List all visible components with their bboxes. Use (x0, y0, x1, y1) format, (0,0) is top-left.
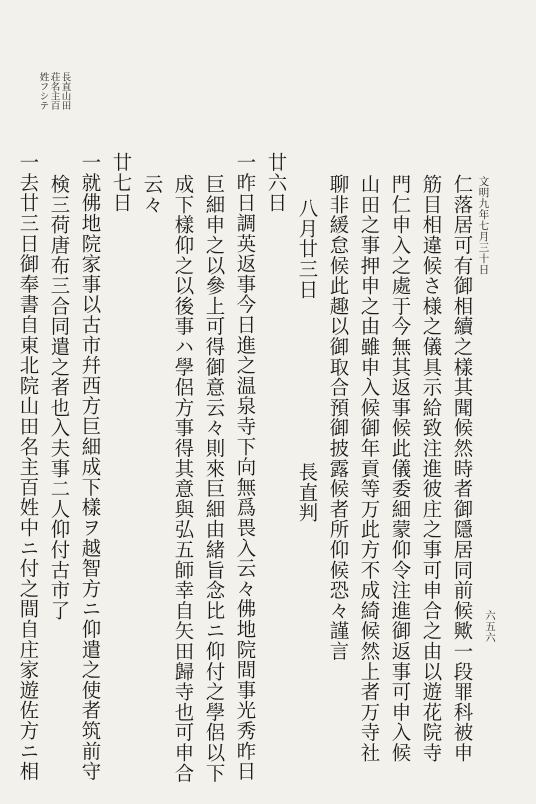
running-title: 文明九年七月三十日 (477, 176, 490, 275)
text-column-5: 聊非緩怠候此趣以御取合預御披露候者所仰候恐々謹言 (326, 174, 350, 662)
text-column-4: 山田之事押申之由雖申入候御年貢等万此方不成綺候然上者万寺社 (357, 174, 381, 763)
text-column-10: 成下樣仰之以後事ハ學侶方事得其意與弘五師幸自矢田歸寺也可申合 (171, 174, 195, 783)
margin-note-line-2: 荘名主百 (48, 72, 60, 110)
text-column-2: 筋目相違候さ様之儀具示給致注進彼庄之事可申合之由以遊花院寺 (419, 174, 443, 763)
margin-note-line-3: 姓フシテ (37, 72, 49, 110)
date-heading-27: 廿七日 (109, 152, 133, 213)
text-column-3: 門仁申入之處于今無其返事候此儀委細蒙仰令注進御返事可申入候 (388, 174, 412, 763)
text-column-9: 巨細申之以參上可得御意云々則來巨細由緒旨念比ニ仰付之學侶以下 (202, 174, 226, 783)
text-column-11: 云々 (140, 174, 164, 215)
text-column-8: 一昨日調英返事今日進之温泉寺下向無爲畏入云々佛地院間事光秀昨日 (233, 152, 257, 782)
margin-note-line-1: 長直山田 (59, 72, 71, 110)
text-column-15: 一去廿三日御奉書自東北院山田名主百姓中ニ付之間自庄家遊佐方ニ相 (16, 152, 40, 782)
text-column-6: 八月廿三日 長直判 (295, 198, 319, 523)
text-column-1: 仁落居可有御相續之樣其聞候然時者御隱居同前候歟一段罪科被申 (450, 174, 474, 763)
text-column-13: 一就佛地院家事以古市幷西方巨細成下樣ヲ越智方ニ仰遣之使者筑前守 (78, 152, 102, 782)
date-heading-26: 廿六日 (264, 152, 288, 213)
page-number: 六五六 (484, 610, 496, 643)
text-column-14: 検三荷唐布三合同遣之者也入夫事二人仰付古市了 (47, 174, 71, 621)
